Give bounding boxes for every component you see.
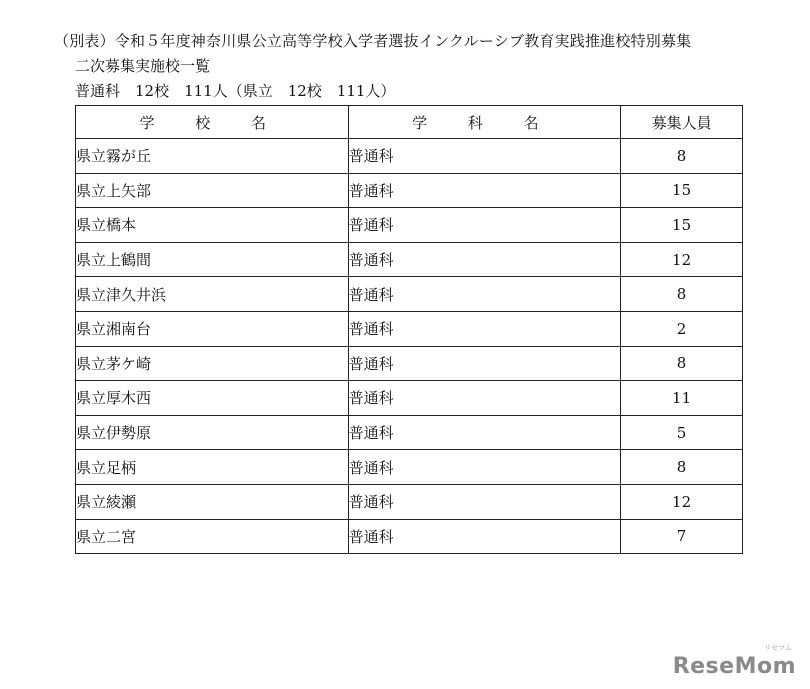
department-cell: 普通科	[348, 242, 621, 277]
school-name-cell: 県立津久井浜	[76, 277, 349, 312]
school-name-cell: 県立綾瀬	[76, 484, 349, 519]
school-name-cell: 県立上鶴間	[76, 242, 349, 277]
school-name-cell: 県立茅ケ崎	[76, 346, 349, 381]
table-row	[76, 311, 743, 346]
table-row	[76, 173, 743, 208]
table-row	[76, 139, 743, 174]
table-row	[76, 381, 743, 416]
school-table	[75, 105, 743, 554]
document-subtitle: 二次募集実施校一覧	[75, 57, 211, 75]
table-row	[76, 450, 743, 485]
table-row	[76, 519, 743, 554]
table-row	[76, 415, 743, 450]
recruit-count-cell: 11	[621, 381, 743, 416]
header-school-name: 学 校 名	[76, 106, 349, 139]
department-cell: 普通科	[348, 484, 621, 519]
enrollment-summary: 普通科 12校 111人（県立 12校 111人）	[75, 82, 396, 100]
department-cell: 普通科	[348, 208, 621, 243]
recruit-count-cell: 7	[621, 519, 743, 554]
recruit-count-cell: 15	[621, 208, 743, 243]
document-title: （別表）令和５年度神奈川県公立高等学校入学者選抜インクルーシブ教育実践推進校特別募集	[54, 32, 692, 50]
recruit-count-cell: 8	[621, 139, 743, 174]
recruit-count-cell: 8	[621, 346, 743, 381]
table-row	[76, 208, 743, 243]
department-cell: 普通科	[348, 519, 621, 554]
school-name-cell: 県立上矢部	[76, 173, 349, 208]
recruit-count-cell: 8	[621, 450, 743, 485]
table-row	[76, 484, 743, 519]
school-name-cell: 県立足柄	[76, 450, 349, 485]
department-cell: 普通科	[348, 311, 621, 346]
department-cell: 普通科	[348, 381, 621, 416]
table-header-row	[76, 106, 743, 139]
department-cell: 普通科	[348, 173, 621, 208]
table-row	[76, 346, 743, 381]
recruit-count-cell: 12	[621, 242, 743, 277]
school-name-cell: 県立霧が丘	[76, 139, 349, 174]
school-name-cell: 県立伊勢原	[76, 415, 349, 450]
table-row	[76, 277, 743, 312]
watermark-ruby: リセマム	[764, 644, 792, 652]
table-row	[76, 242, 743, 277]
recruit-count-cell: 8	[621, 277, 743, 312]
department-cell: 普通科	[348, 346, 621, 381]
recruit-count-cell: 12	[621, 484, 743, 519]
department-cell: 普通科	[348, 139, 621, 174]
school-name-cell: 県立二宮	[76, 519, 349, 554]
school-name-cell: 県立橋本	[76, 208, 349, 243]
header-department: 学 科 名	[348, 106, 621, 139]
header-recruit-count: 募集人員	[621, 106, 743, 139]
school-name-cell: 県立湘南台	[76, 311, 349, 346]
recruit-count-cell: 5	[621, 415, 743, 450]
department-cell: 普通科	[348, 450, 621, 485]
department-cell: 普通科	[348, 415, 621, 450]
department-cell: 普通科	[348, 277, 621, 312]
recruit-count-cell: 2	[621, 311, 743, 346]
resemom-watermark-logo: ReseMom	[672, 654, 796, 679]
recruit-count-cell: 15	[621, 173, 743, 208]
school-name-cell: 県立厚木西	[76, 381, 349, 416]
